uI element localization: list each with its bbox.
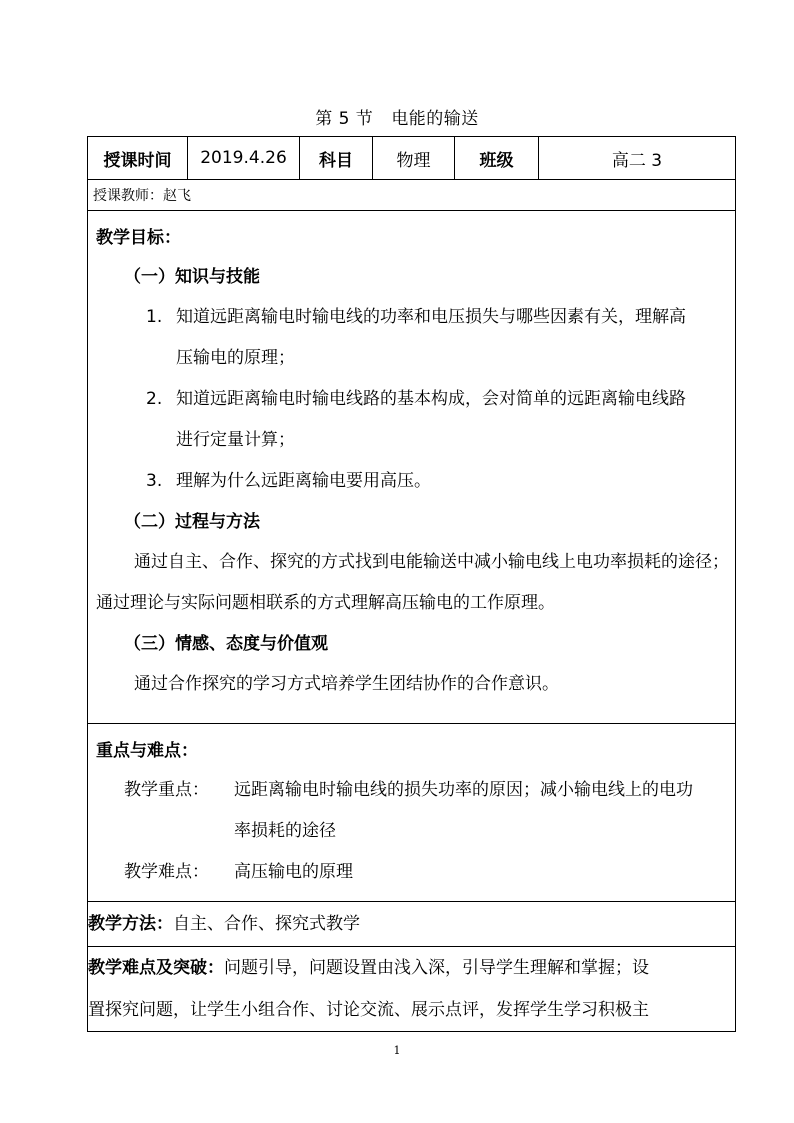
time-label: 授课时间: [88, 137, 188, 180]
section-number: 第 5 节: [315, 109, 374, 129]
emotion-text: 通过合作探究的学习方式培养学生团结协作的合作意识。: [134, 674, 559, 694]
method-row: [88, 902, 736, 947]
subject-label: 科目: [300, 137, 373, 180]
emotion-heading: （三）情感、态度与价值观: [124, 634, 328, 654]
objective-item: [96, 379, 729, 461]
header-row: [88, 137, 736, 180]
breakthrough-text: 问题引导，问题设置由浅入深，引导学生理解和掌握；设: [224, 958, 649, 978]
key-point-text: 远距离输电时输电线的损失功率的原因；减小输电线上的电功: [234, 780, 693, 800]
lesson-plan-table: [87, 136, 736, 1032]
item-number: 3.: [146, 471, 163, 491]
item-text-cont: 压输电的原理；: [176, 348, 295, 368]
item-number: 1.: [146, 307, 163, 327]
method-cell: [88, 902, 736, 947]
lesson-name: 电能的输送: [391, 109, 479, 129]
item-text: 知道远距离输电时输电线的功率和电压损失与哪些因素有关，理解高: [176, 307, 686, 327]
item-number: 2.: [146, 389, 163, 409]
breakthrough-cell: [88, 947, 736, 1032]
focus-row: [88, 724, 736, 902]
key-point-label: 教学重点：: [124, 780, 209, 800]
page-title: [0, 104, 794, 129]
time-value: 2019.4.26: [188, 137, 300, 180]
focus-heading: 重点与难点：: [96, 741, 198, 761]
objective-item: [96, 461, 729, 502]
objectives-row: [88, 211, 736, 724]
subject-value: 物理: [373, 137, 455, 180]
difficult-point-label: 教学难点：: [124, 862, 209, 882]
breakthrough-row: [88, 947, 736, 1032]
key-point: [96, 770, 729, 852]
item-text: 理解为什么远距离输电要用高压。: [176, 471, 431, 491]
objectives-cell: [88, 211, 736, 724]
objectives-heading: 教学目标：: [96, 228, 181, 248]
item-text-cont: 进行定量计算；: [176, 430, 295, 450]
process-text: 通过自主、合作、探究的方式找到电能输送中减小输电线上电功率损耗的途径；通过理论与实际问题相联系的方式理解高压输电的工作原理。: [96, 552, 729, 613]
focus-cell: [88, 724, 736, 902]
teacher-row: [88, 180, 736, 211]
teacher-info: 授课教师：赵飞: [88, 180, 736, 211]
breakthrough-label: 教学难点及突破：: [88, 958, 224, 978]
class-label: 班级: [455, 137, 539, 180]
difficult-point-text: 高压输电的原理: [234, 862, 353, 882]
page-number: 1: [393, 1044, 401, 1057]
difficult-point: [96, 852, 729, 893]
item-text: 知道远距离输电时输电线路的基本构成，会对简单的远距离输电线路: [176, 389, 686, 409]
objective-item: [96, 297, 729, 379]
key-point-text-cont: 率损耗的途径: [234, 821, 336, 841]
method-text: 自主、合作、探究式教学: [173, 914, 360, 934]
knowledge-heading: （一）知识与技能: [124, 267, 260, 287]
breakthrough-text-cont: 置探究问题，让学生小组合作、讨论交流、展示点评，发挥学生学习积极主: [88, 1000, 649, 1020]
process-heading: （二）过程与方法: [124, 512, 260, 532]
method-label: 教学方法：: [88, 914, 173, 934]
class-value: 高二 3: [539, 137, 736, 180]
